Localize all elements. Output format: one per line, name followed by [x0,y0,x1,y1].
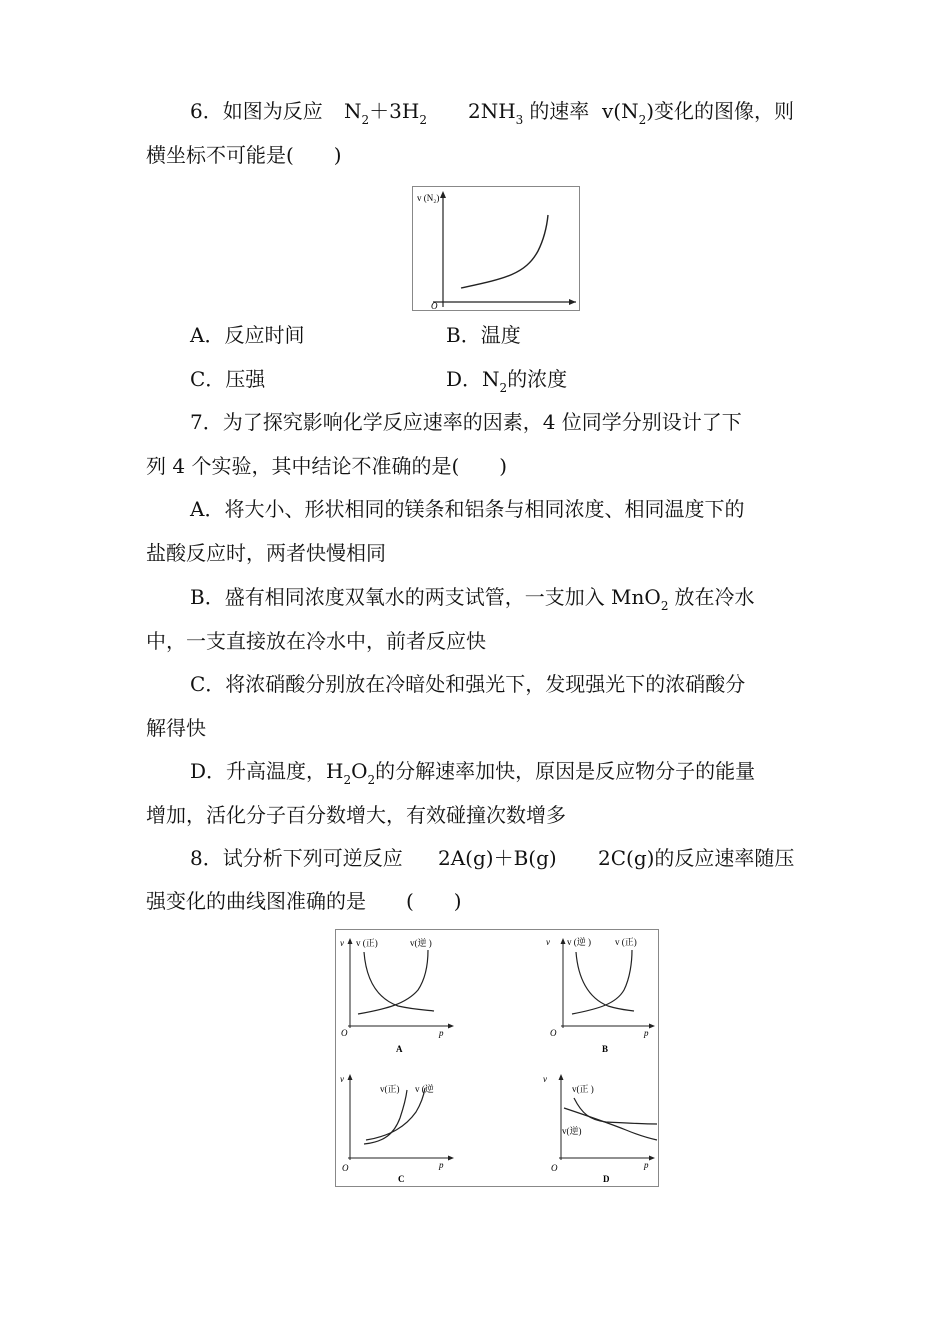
panel-c-curve-forward [364,1090,407,1144]
q6-equation-reactants: $N_2+3H_2$ [344,99,427,127]
svg-text:O: O [341,1028,348,1038]
q7-option-b-line2: 中，一支直接放在冷水中，前者反应快 [146,629,486,653]
y-axis-label: v (N₂) [417,193,440,203]
panel-b[interactable] [546,936,655,1054]
q7-option-d-line2: 增加，活化分子百分数增大，有效碰撞次数增多 [146,803,566,827]
svg-text:O: O [551,1163,558,1173]
q7-option-c-line2: 解得快 [146,716,206,740]
y-axis-arrow [440,191,446,198]
panel-d-curve-forward [574,1098,657,1124]
svg-text:v(逆 ): v(逆 ) [410,938,432,948]
q8-line1-b: 2A(g)＋B(g) [438,846,557,870]
q7-line2: 列 4 个实验，其中结论不准确的是( ) [146,454,508,478]
panel-d[interactable] [543,1074,657,1184]
panel-c-curve-reverse [366,1088,425,1140]
svg-text:C: C [398,1174,405,1184]
svg-text:p: p [644,1160,649,1170]
q6-stem-line2: 横坐标不可能是( ) [146,143,342,167]
svg-text:v: v [543,1074,547,1084]
q6-option-d[interactable]: D．$N_2$的浓度 [446,367,568,395]
panel-b-curve-reverse [576,952,634,1011]
q6-rate-expression: $v(N_2)$变化的图像，则 [602,99,795,127]
svg-text:v: v [546,937,550,947]
x-axis-arrow [569,299,576,305]
q6-graph [413,187,579,310]
q8-line1-a: 8．试分析下列可逆反应 [190,846,403,870]
q6-option-b[interactable]: B．温度 [446,323,521,347]
rate-curve [461,215,548,288]
svg-text:p: p [439,1028,444,1038]
q7-option-a-line1[interactable]: A．将大小、形状相同的镁条和铝条与相同浓度、相同温度下的 [190,497,745,521]
svg-text:v (正): v (正) [356,938,378,948]
panel-c[interactable] [340,1074,454,1184]
q6-number: 6． [190,99,223,123]
q7-line1: 7．为了探究影响化学反应速率的因素，4 位同学分别设计了下 [190,410,742,434]
q6-line1 [190,99,323,123]
q8-line2: 强变化的曲线图准确的是 ( ) [146,889,462,913]
svg-text:O: O [342,1163,349,1173]
svg-text:D: D [603,1174,610,1184]
panel-a[interactable] [340,937,454,1054]
svg-text:v: v [340,1074,344,1084]
svg-text:v(正 ): v(正 ) [572,1084,594,1094]
svg-text:v(正): v(正) [380,1084,400,1094]
origin-label: O [431,301,438,310]
q7-option-c-line1[interactable]: C．将浓硝酸分别放在冷暗处和强光下，发现强光下的浓硝酸分 [190,672,746,696]
svg-text:v (正): v (正) [615,937,637,947]
svg-text:v (逆: v (逆 [415,1084,434,1094]
svg-text:B: B [602,1044,609,1054]
q7-option-d-line1[interactable]: D．升高温度，$H_2O_2$的分解速率加快，原因是反应物分子的能量 [190,759,756,787]
svg-text:v: v [340,938,344,948]
q6-figure [412,186,580,311]
q8-graphs [336,930,658,1186]
q8-line1-c: 2C(g)的反应速率随压 [598,846,795,870]
q6-stem-a: 如图为反应 [222,99,323,123]
panel-b-curve-forward [572,950,632,1014]
svg-text:O: O [550,1028,557,1038]
q8-figure [335,929,659,1187]
svg-text:v(逆): v(逆) [562,1126,582,1136]
svg-text:A: A [396,1044,403,1054]
q6-equation-product: $2NH_3$ 的速率 [468,99,590,127]
panel-a-curve-forward [364,952,434,1011]
q7-option-a-line2: 盐酸反应时，两者快慢相同 [146,541,386,565]
svg-text:p: p [439,1160,444,1170]
q7-option-b-line1[interactable]: B．盛有相同浓度双氧水的两支试管，一支加入 MnO$_2$ 放在冷水 [190,585,755,613]
q6-option-c[interactable]: C．压强 [190,367,266,391]
svg-text:p: p [644,1028,649,1038]
q6-option-a[interactable]: A．反应时间 [190,323,305,347]
svg-text:v (逆 ): v (逆 ) [567,937,591,947]
